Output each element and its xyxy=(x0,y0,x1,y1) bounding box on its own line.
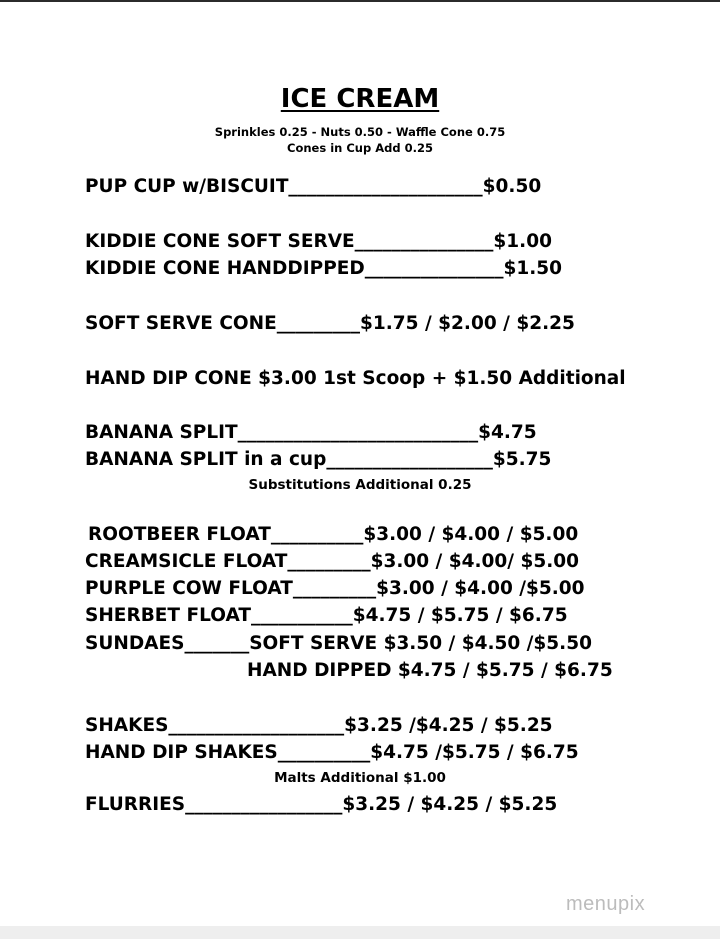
item-soft-serve-cone: SOFT SERVE CONE_________$1.75 / $2.00 / $2.25 xyxy=(85,313,575,334)
item-hand-dip-shakes: HAND DIP SHAKES__________$4.75 /$5.75 / $6.75 xyxy=(85,742,579,763)
menupix-watermark: menupix xyxy=(566,893,646,915)
item-pup-cup: PUP CUP w/BISCUIT_____________________$0.50 xyxy=(85,176,542,197)
item-rootbeer-float: ROOTBEER FLOAT__________$3.00 / $4.00 / $5.00 xyxy=(88,524,579,545)
item-sundaes-hand-dipped: HAND DIPPED $4.75 / $5.75 / $6.75 xyxy=(247,660,613,681)
item-banana-split: BANANA SPLIT__________________________$4.75 xyxy=(85,422,537,443)
cones-in-cup-line: Cones in Cup Add 0.25 xyxy=(287,141,433,155)
toppings-line: Sprinkles 0.25 - Nuts 0.50 - Waffle Cone 0.75 xyxy=(214,125,506,139)
item-hand-dip-cone: HAND DIP CONE $3.00 1st Scoop + $1.50 Additional xyxy=(85,368,626,389)
item-kiddie-cone-soft-serve: KIDDIE CONE SOFT SERVE_______________$1.00 xyxy=(85,231,552,252)
item-sundaes-soft-serve: SUNDAES_______SOFT SERVE $3.50 / $4.50 /$5.50 xyxy=(85,633,592,654)
bottom-band xyxy=(0,926,720,939)
malts-note: Malts Additional $1.00 xyxy=(274,770,446,786)
item-creamsicle-float: CREAMSICLE FLOAT_________$3.00 / $4.00/ $5.00 xyxy=(85,551,579,572)
menu-title xyxy=(0,84,720,114)
top-border xyxy=(0,0,720,2)
item-purple-cow-float: PURPLE COW FLOAT_________$3.00 / $4.00 /$5.00 xyxy=(85,578,585,599)
item-banana-split-cup: BANANA SPLIT in a cup__________________$5.75 xyxy=(85,449,552,470)
item-kiddie-cone-handdipped: KIDDIE CONE HANDDIPPED_______________$1.50 xyxy=(85,258,563,279)
item-flurries: FLURRIES_________________$3.25 / $4.25 / $5.25 xyxy=(85,794,558,815)
item-sherbet-float: SHERBET FLOAT___________$4.75 / $5.75 / $6.75 xyxy=(85,605,568,626)
item-shakes: SHAKES___________________$3.25 /$4.25 / $5.25 xyxy=(85,715,553,736)
substitutions-note: Substitutions Additional 0.25 xyxy=(248,477,472,493)
menu-title-text: ICE CREAM xyxy=(280,84,440,114)
